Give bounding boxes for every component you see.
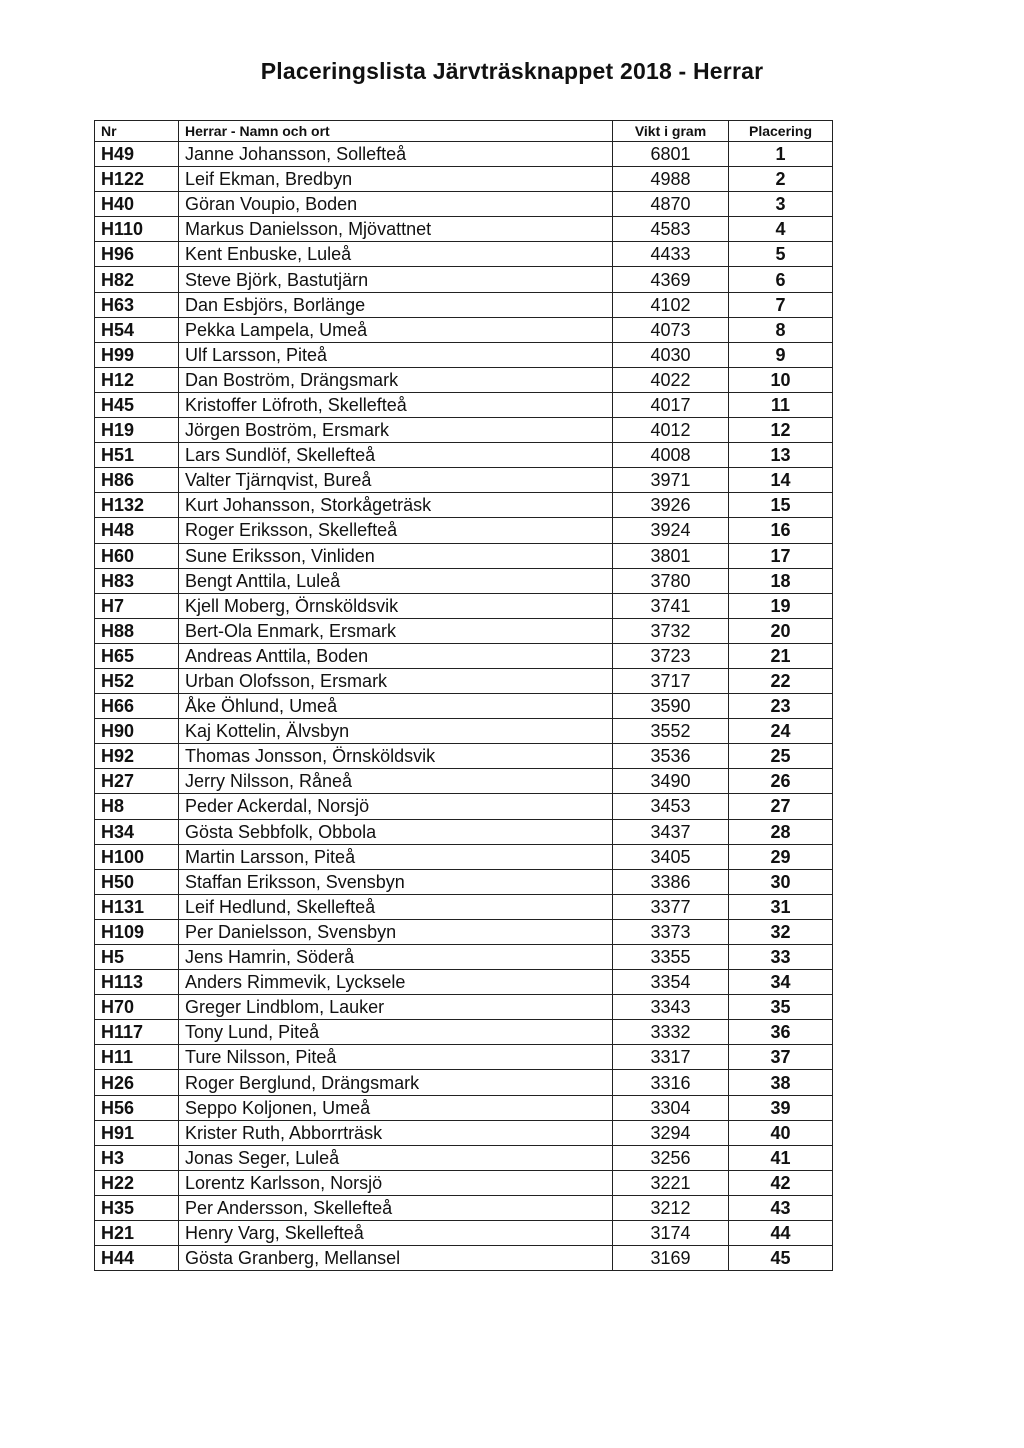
table-row: [95, 819, 833, 844]
table-row: [95, 543, 833, 568]
cell-nr: H131: [95, 894, 179, 919]
cell-weight: 3717: [613, 668, 729, 693]
cell-weight: 3590: [613, 694, 729, 719]
cell-nr: H22: [95, 1170, 179, 1195]
cell-nr: H132: [95, 493, 179, 518]
table-row: [95, 267, 833, 292]
table-row: [95, 869, 833, 894]
cell-nr: H110: [95, 217, 179, 242]
cell-nr: H40: [95, 192, 179, 217]
table-row: [95, 1045, 833, 1070]
cell-weight: 4102: [613, 292, 729, 317]
table-row: [95, 1070, 833, 1095]
cell-name: Kurt Johansson, Storkågeträsk: [179, 493, 613, 518]
cell-nr: H86: [95, 468, 179, 493]
table-row: [95, 493, 833, 518]
cell-weight: 3552: [613, 719, 729, 744]
cell-placement: 1: [729, 142, 833, 167]
cell-name: Staffan Eriksson, Svensbyn: [179, 869, 613, 894]
cell-nr: H34: [95, 819, 179, 844]
cell-weight: 3801: [613, 543, 729, 568]
table-row: [95, 142, 833, 167]
cell-name: Henry Varg, Skellefteå: [179, 1221, 613, 1246]
table-row: [95, 1095, 833, 1120]
table-row: [95, 1120, 833, 1145]
cell-name: Roger Eriksson, Skellefteå: [179, 518, 613, 543]
cell-name: Kent Enbuske, Luleå: [179, 242, 613, 267]
cell-weight: 3924: [613, 518, 729, 543]
cell-weight: 3317: [613, 1045, 729, 1070]
cell-nr: H35: [95, 1195, 179, 1220]
table-row: [95, 367, 833, 392]
column-header-placement: Placering: [729, 121, 833, 142]
cell-placement: 15: [729, 493, 833, 518]
cell-name: Åke Öhlund, Umeå: [179, 694, 613, 719]
cell-placement: 34: [729, 970, 833, 995]
table-row: [95, 593, 833, 618]
cell-placement: 3: [729, 192, 833, 217]
table-row: [95, 192, 833, 217]
cell-name: Gösta Granberg, Mellansel: [179, 1246, 613, 1271]
table-row: [95, 317, 833, 342]
cell-name: Dan Boström, Drängsmark: [179, 367, 613, 392]
table-row: [95, 1221, 833, 1246]
cell-placement: 7: [729, 292, 833, 317]
table-row: [95, 970, 833, 995]
cell-nr: H50: [95, 869, 179, 894]
cell-nr: H52: [95, 668, 179, 693]
page-title: Placeringslista Järvträsknappet 2018 - Herrar: [260, 58, 764, 84]
cell-placement: 43: [729, 1195, 833, 1220]
header-row: [95, 121, 833, 142]
table-row: [95, 1170, 833, 1195]
table-row: [95, 945, 833, 970]
table-header: [95, 121, 833, 142]
cell-weight: 3780: [613, 568, 729, 593]
cell-placement: 42: [729, 1170, 833, 1195]
cell-name: Per Danielsson, Svensbyn: [179, 919, 613, 944]
cell-nr: H11: [95, 1045, 179, 1070]
cell-name: Anders Rimmevik, Lycksele: [179, 970, 613, 995]
cell-name: Greger Lindblom, Lauker: [179, 995, 613, 1020]
cell-placement: 17: [729, 543, 833, 568]
cell-placement: 45: [729, 1246, 833, 1271]
cell-placement: 24: [729, 719, 833, 744]
cell-nr: H54: [95, 317, 179, 342]
cell-weight: 3294: [613, 1120, 729, 1145]
table-row: [95, 769, 833, 794]
cell-placement: 35: [729, 995, 833, 1020]
table-body: [95, 142, 833, 1271]
cell-nr: H70: [95, 995, 179, 1020]
cell-weight: 3926: [613, 493, 729, 518]
cell-nr: H92: [95, 744, 179, 769]
cell-weight: 3212: [613, 1195, 729, 1220]
cell-name: Dan Esbjörs, Borlänge: [179, 292, 613, 317]
table-row: [95, 694, 833, 719]
cell-weight: 3377: [613, 894, 729, 919]
table-row: [95, 518, 833, 543]
cell-nr: H117: [95, 1020, 179, 1045]
cell-placement: 4: [729, 217, 833, 242]
table-row: [95, 242, 833, 267]
cell-name: Kjell Moberg, Örnsköldsvik: [179, 593, 613, 618]
cell-weight: 3355: [613, 945, 729, 970]
cell-nr: H122: [95, 167, 179, 192]
table-row: [95, 844, 833, 869]
cell-placement: 38: [729, 1070, 833, 1095]
cell-name: Jonas Seger, Luleå: [179, 1145, 613, 1170]
cell-name: Seppo Koljonen, Umeå: [179, 1095, 613, 1120]
cell-weight: 3373: [613, 919, 729, 944]
cell-weight: 3453: [613, 794, 729, 819]
cell-placement: 36: [729, 1020, 833, 1045]
cell-name: Krister Ruth, Abborrträsk: [179, 1120, 613, 1145]
cell-nr: H91: [95, 1120, 179, 1145]
cell-nr: H48: [95, 518, 179, 543]
cell-weight: 6801: [613, 142, 729, 167]
cell-name: Kristoffer Löfroth, Skellefteå: [179, 392, 613, 417]
column-header-nr: Nr: [95, 121, 179, 142]
cell-weight: 3723: [613, 643, 729, 668]
cell-nr: H26: [95, 1070, 179, 1095]
cell-name: Markus Danielsson, Mjövattnet: [179, 217, 613, 242]
cell-name: Lars Sundlöf, Skellefteå: [179, 443, 613, 468]
cell-weight: 3490: [613, 769, 729, 794]
cell-placement: 8: [729, 317, 833, 342]
cell-nr: H49: [95, 142, 179, 167]
cell-name: Steve Björk, Bastutjärn: [179, 267, 613, 292]
cell-nr: H100: [95, 844, 179, 869]
cell-placement: 19: [729, 593, 833, 618]
cell-name: Valter Tjärnqvist, Bureå: [179, 468, 613, 493]
cell-weight: 3437: [613, 819, 729, 844]
table-row: [95, 618, 833, 643]
cell-placement: 14: [729, 468, 833, 493]
cell-placement: 12: [729, 418, 833, 443]
cell-weight: 3221: [613, 1170, 729, 1195]
table-row: [95, 919, 833, 944]
cell-placement: 13: [729, 443, 833, 468]
cell-nr: H88: [95, 618, 179, 643]
cell-weight: 4022: [613, 367, 729, 392]
cell-name: Bengt Anttila, Luleå: [179, 568, 613, 593]
table-row: [95, 1145, 833, 1170]
table-row: [95, 668, 833, 693]
cell-name: Gösta Sebbfolk, Obbola: [179, 819, 613, 844]
cell-weight: 3732: [613, 618, 729, 643]
cell-weight: 4008: [613, 443, 729, 468]
cell-name: Sune Eriksson, Vinliden: [179, 543, 613, 568]
cell-name: Janne Johansson, Sollefteå: [179, 142, 613, 167]
table-row: [95, 794, 833, 819]
cell-weight: 3386: [613, 869, 729, 894]
cell-nr: H63: [95, 292, 179, 317]
cell-weight: 3741: [613, 593, 729, 618]
table-row: [95, 418, 833, 443]
cell-nr: H3: [95, 1145, 179, 1170]
column-header-weight: Vikt i gram: [613, 121, 729, 142]
cell-weight: 3332: [613, 1020, 729, 1045]
cell-placement: 6: [729, 267, 833, 292]
table-row: [95, 167, 833, 192]
cell-name: Tony Lund, Piteå: [179, 1020, 613, 1045]
cell-nr: H7: [95, 593, 179, 618]
cell-weight: 4870: [613, 192, 729, 217]
cell-placement: 41: [729, 1145, 833, 1170]
cell-nr: H83: [95, 568, 179, 593]
results-table: [94, 120, 833, 1271]
cell-weight: 4433: [613, 242, 729, 267]
column-header-name: Herrar - Namn och ort: [179, 121, 613, 142]
table-row: [95, 568, 833, 593]
cell-weight: 3405: [613, 844, 729, 869]
cell-placement: 29: [729, 844, 833, 869]
cell-nr: H19: [95, 418, 179, 443]
cell-weight: 3174: [613, 1221, 729, 1246]
cell-nr: H90: [95, 719, 179, 744]
cell-name: Roger Berglund, Drängsmark: [179, 1070, 613, 1095]
cell-placement: 26: [729, 769, 833, 794]
cell-placement: 31: [729, 894, 833, 919]
cell-nr: H66: [95, 694, 179, 719]
table-row: [95, 443, 833, 468]
cell-weight: 4012: [613, 418, 729, 443]
cell-placement: 44: [729, 1221, 833, 1246]
cell-name: Ture Nilsson, Piteå: [179, 1045, 613, 1070]
table-row: [95, 1020, 833, 1045]
cell-name: Andreas Anttila, Boden: [179, 643, 613, 668]
cell-placement: 2: [729, 167, 833, 192]
cell-weight: 3354: [613, 970, 729, 995]
cell-weight: 3256: [613, 1145, 729, 1170]
table-row: [95, 342, 833, 367]
cell-placement: 25: [729, 744, 833, 769]
cell-placement: 30: [729, 869, 833, 894]
cell-weight: 3971: [613, 468, 729, 493]
cell-weight: 3169: [613, 1246, 729, 1271]
table-row: [95, 1246, 833, 1271]
cell-weight: 4030: [613, 342, 729, 367]
cell-nr: H99: [95, 342, 179, 367]
table-row: [95, 292, 833, 317]
cell-name: Leif Hedlund, Skellefteå: [179, 894, 613, 919]
table-row: [95, 1195, 833, 1220]
cell-nr: H45: [95, 392, 179, 417]
cell-name: Bert-Ola Enmark, Ersmark: [179, 618, 613, 643]
cell-placement: 39: [729, 1095, 833, 1120]
cell-placement: 16: [729, 518, 833, 543]
cell-placement: 40: [729, 1120, 833, 1145]
cell-placement: 18: [729, 568, 833, 593]
cell-name: Thomas Jonsson, Örnsköldsvik: [179, 744, 613, 769]
cell-placement: 10: [729, 367, 833, 392]
cell-name: Martin Larsson, Piteå: [179, 844, 613, 869]
cell-name: Göran Voupio, Boden: [179, 192, 613, 217]
cell-name: Urban Olofsson, Ersmark: [179, 668, 613, 693]
cell-weight: 3304: [613, 1095, 729, 1120]
table-row: [95, 468, 833, 493]
cell-placement: 23: [729, 694, 833, 719]
table-row: [95, 719, 833, 744]
cell-name: Leif Ekman, Bredbyn: [179, 167, 613, 192]
cell-nr: H27: [95, 769, 179, 794]
cell-nr: H65: [95, 643, 179, 668]
cell-placement: 21: [729, 643, 833, 668]
cell-placement: 37: [729, 1045, 833, 1070]
cell-placement: 9: [729, 342, 833, 367]
cell-name: Peder Ackerdal, Norsjö: [179, 794, 613, 819]
cell-name: Jerry Nilsson, Råneå: [179, 769, 613, 794]
cell-nr: H44: [95, 1246, 179, 1271]
cell-placement: 27: [729, 794, 833, 819]
cell-nr: H60: [95, 543, 179, 568]
table-row: [95, 744, 833, 769]
cell-placement: 33: [729, 945, 833, 970]
cell-name: Per Andersson, Skellefteå: [179, 1195, 613, 1220]
cell-name: Ulf Larsson, Piteå: [179, 342, 613, 367]
cell-nr: H51: [95, 443, 179, 468]
cell-weight: 4017: [613, 392, 729, 417]
table-row: [95, 995, 833, 1020]
cell-nr: H12: [95, 367, 179, 392]
cell-weight: 4988: [613, 167, 729, 192]
cell-placement: 20: [729, 618, 833, 643]
cell-weight: 3536: [613, 744, 729, 769]
cell-weight: 3343: [613, 995, 729, 1020]
cell-name: Lorentz Karlsson, Norsjö: [179, 1170, 613, 1195]
cell-nr: H96: [95, 242, 179, 267]
cell-name: Kaj Kottelin, Älvsbyn: [179, 719, 613, 744]
cell-nr: H109: [95, 919, 179, 944]
cell-weight: 4583: [613, 217, 729, 242]
cell-nr: H113: [95, 970, 179, 995]
cell-placement: 11: [729, 392, 833, 417]
cell-nr: H82: [95, 267, 179, 292]
table-row: [95, 894, 833, 919]
table-row: [95, 392, 833, 417]
cell-nr: H8: [95, 794, 179, 819]
table-row: [95, 217, 833, 242]
cell-placement: 22: [729, 668, 833, 693]
cell-weight: 4073: [613, 317, 729, 342]
cell-placement: 32: [729, 919, 833, 944]
cell-weight: 3316: [613, 1070, 729, 1095]
cell-name: Jens Hamrin, Söderå: [179, 945, 613, 970]
cell-weight: 4369: [613, 267, 729, 292]
cell-placement: 5: [729, 242, 833, 267]
cell-nr: H56: [95, 1095, 179, 1120]
cell-name: Jörgen Boström, Ersmark: [179, 418, 613, 443]
cell-placement: 28: [729, 819, 833, 844]
cell-nr: H21: [95, 1221, 179, 1246]
cell-name: Pekka Lampela, Umeå: [179, 317, 613, 342]
table-row: [95, 643, 833, 668]
cell-nr: H5: [95, 945, 179, 970]
